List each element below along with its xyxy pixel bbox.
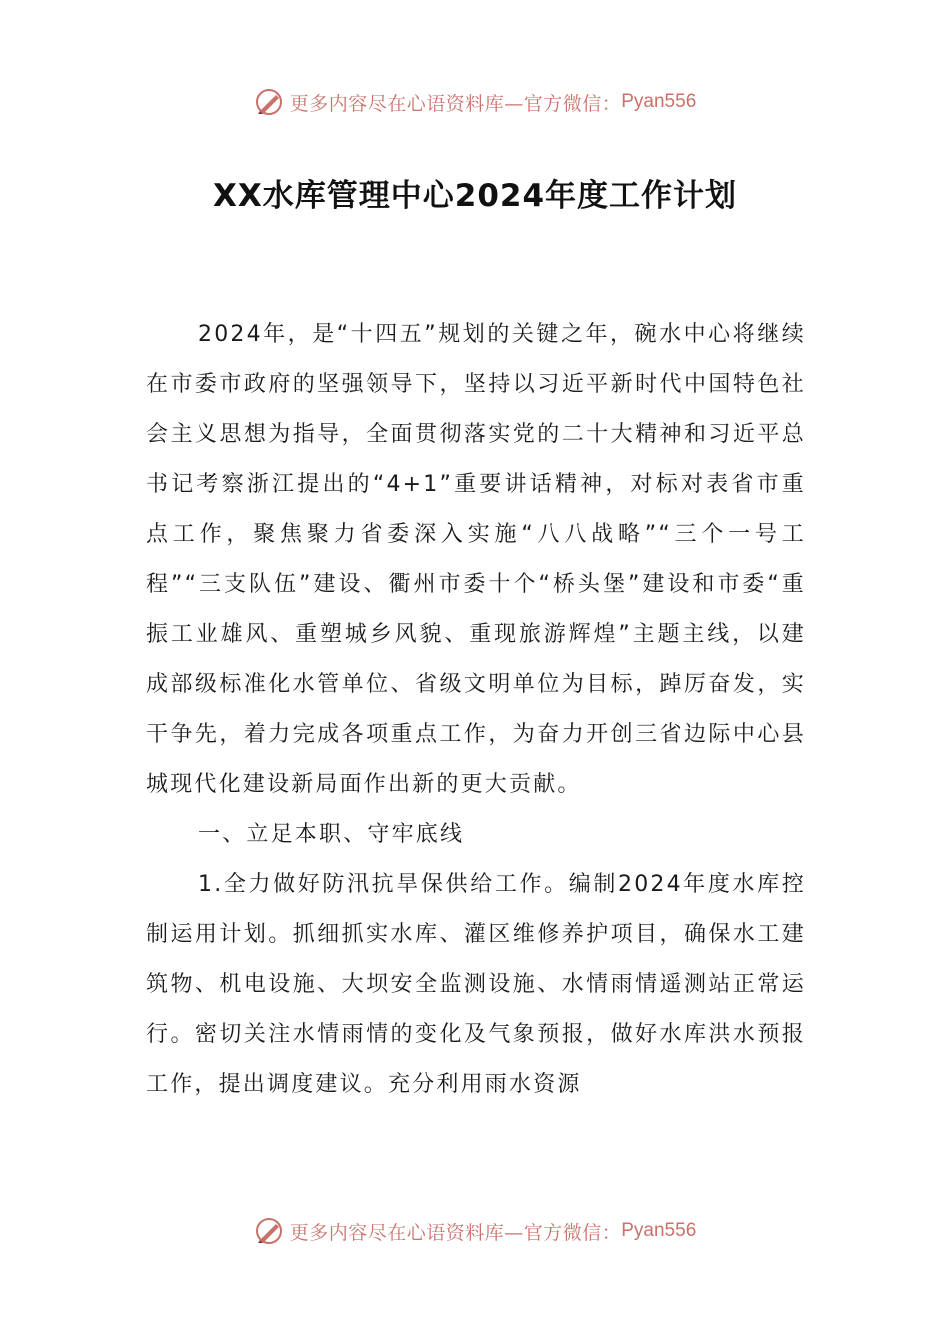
- pen-logo-icon: [254, 87, 284, 117]
- section-heading: 一、立足本职、守牢底线: [198, 822, 465, 847]
- header-watermark: [0, 82, 950, 122]
- item-paragraph: 1.全力做好防汛抗旱保供给工作。编制2024年度水库控制运用计划。抓细抓实水库、灌区维修养护项目，确保水工建筑物、机电设施、大坝安全监测设施、水情雨情遥测站正常运行。密切关注水情雨情的变化及气象预报，做好水库洪水预报工作，提出调度建议。充分利用雨水资源: [146, 872, 806, 1097]
- document-title: XX水库管理中心2024年度工作计划: [212, 178, 738, 214]
- watermark-wechat-id: Pyan556: [621, 91, 697, 112]
- document-body: [146, 310, 806, 1110]
- watermark-text: 更多内容尽在心语资料库—官方微信：: [289, 92, 622, 115]
- intro-paragraph: 2024年，是“十四五”规划的关键之年，碗水中心将继续在市委市政府的坚强领导下，坚持以习近平新时代中国特色社会主义思想为指导，全面贯彻落实党的二十大精神和习近平总书记考察浙江提出的“4+1”重要讲话精神，对标对表省市重点工作，聚焦聚力省委深入实施“八八战略”“三个一号工程”“三支队伍”建设、衢州市委十个“桥头堡”建设和市委“重振工业雄风、重塑城乡风貌、重现旅游辉煌”主题主线，以建成部级标准化水管单位、省级文明单位为目标，踔厉奋发，实干争先，着力完成各项重点工作，为奋力开创三省边际中心县城现代化建设新局面作出新的更大贡献。: [146, 322, 806, 797]
- pen-logo-icon: [254, 1216, 284, 1246]
- watermark-wechat-id: Pyan556: [621, 1220, 697, 1241]
- watermark-text: 更多内容尽在心语资料库—官方微信：: [289, 1221, 622, 1244]
- footer-watermark: [0, 1211, 950, 1251]
